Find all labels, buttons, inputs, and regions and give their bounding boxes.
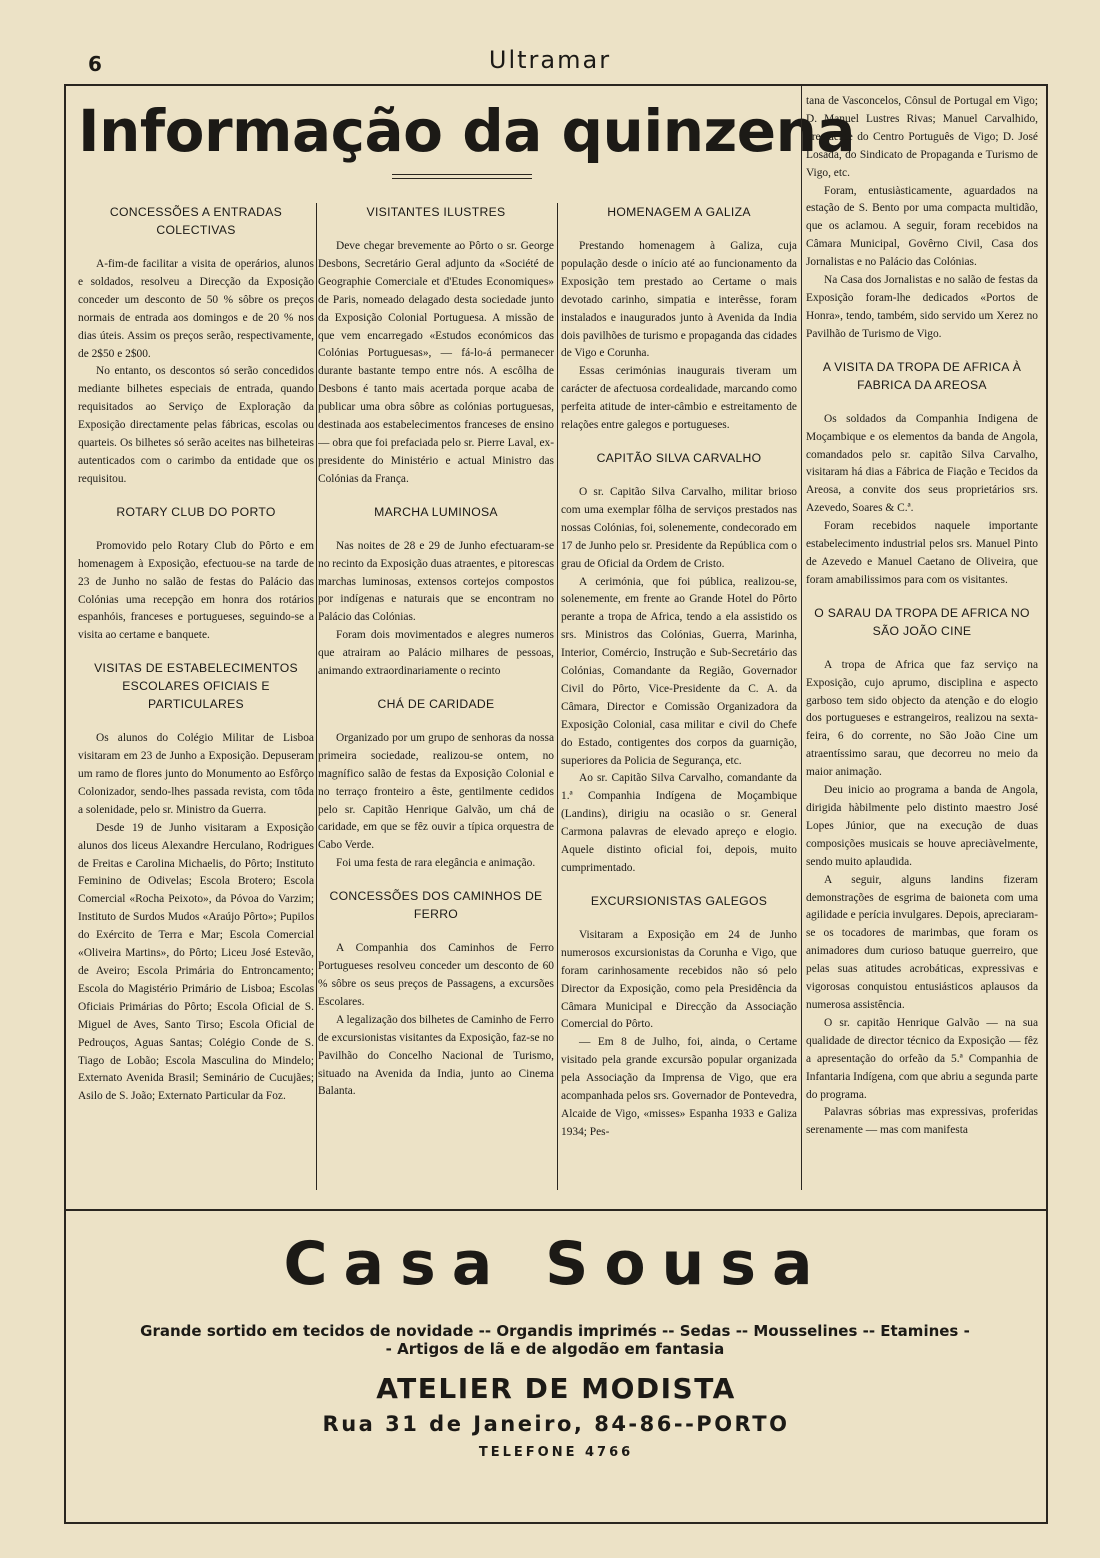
article-paragraph: O sr. Capitão Silva Carvalho, militar brioso com uma exemplar fôlha de serviços prestados nas nossas Colónias, foi, solenemente, condecorado em 17 de Junho pelo sr. Presidente da República com o grau de Oficial da Ordem de Cristo. xyxy=(561,485,797,570)
section-heading: CONCESSÕES A ENTRADAS COLECTIVAS xyxy=(109,205,283,237)
article-paragraph: Foi uma festa de rara elegância e animação. xyxy=(336,857,536,870)
ad-description: Grande sortido em tecidos de novidade -- Organdis imprimés -- Sedas -- Mousselines -- Etamines -- Artigos de lã e de algodão em fantasia xyxy=(140,1322,970,1358)
section-heading: CHÁ DE CARIDADE xyxy=(377,696,495,711)
section-heading: VISITAS DE ESTABELECIMENTOS ESCOLARES OFICIAIS E PARTICULARES xyxy=(94,661,298,712)
section-heading: MARCHA LUMINOSA xyxy=(374,504,498,519)
article-paragraph: Essas cerimónias inaugurais tiveram um carácter de afectuosa cordealidade, marcando como perfeita atitude de inter-câmbio e estreitamento de relações entre galegos e portugueses. xyxy=(561,365,797,432)
article-paragraph: Visitaram a Exposição em 24 de Junho numerosos excursionistas da Corunha e Vigo, que foram carinhosamente recebidos não só pelo Director da Exposição, como pela Presidência da Câmara Municipal e Direcção da Associação Comercial do Pôrto. xyxy=(561,928,797,1031)
advertisement-divider xyxy=(64,1209,1048,1211)
section-heading: ROTARY CLUB DO PORTO xyxy=(116,504,276,519)
article-column-2 xyxy=(318,203,554,1193)
article-paragraph: Deve chegar brevemente ao Pôrto o sr. George Desbons, Secretário Geral adjunto da «Société de Geographie Comerciale et d'Etudes Economiques» de Paris, nomeado delagado desta sociedade junto da Exposição Colonial Portuguesa. A missão de que vem encarregado «Estudos económicos das Colónias Portuguesas», — fá-lo-á permanecer durante bastante tempo entre nós. A escôlha de Desbons é tanto mais acertada porque acaba de publicar uma obra sôbre as colónias portuguesas, destinada aos estabelecimentos franceses de ensino — obra que foi prefaciada pelo sr. Pierre Laval, ex-presidente do Ministério e actual Ministro das Colónias da França. xyxy=(318,240,554,485)
article-paragraph: Desde 19 de Junho visitaram a Exposição alunos dos liceus Alexandre Herculano, Rodrigues de Freitas e Carolina Michaelis, do Pôrto; Instituto Feminino de Odivelas; Escola Brotero; Escola Comercial «Rocha Peixoto», da Póvoa do Varzim; Instituto de Surdos Mudos «Araújo Pôrto»; Pupilos do Exército de Terra e Mar; Escola Comercial «Oliveira Martins», do Pôrto; Liceu José Estevão, de Aveiro; Escola Primária do Entroncamento; Escola do Magistério Primário de Lisboa; Escolas Oficiais Primárias do Pôrto; Escola Oficial de S. Miguel de Aves, Santo Tirso; Escola Oficial de Pedrouços, Aguas Santas; Colégio Conde de S. Tiago de Lobão; Escola Masculina do Mindelo; Externato Avenida Brasil; Seminário de Cucujães; Asilo de S. João; Externato Particular da Foz. xyxy=(78,821,314,1103)
article-paragraph: O sr. capitão Henrique Galvão — na sua qualidade de director técnico da Exposição — fêz a apresentação do orfeão da 5.ª Companhia de Infantaria Indígena, com que abriu a segunda parte do programa. xyxy=(806,1016,1038,1101)
article-paragraph: Foram dois movimentados e alegres numeros que atrairam ao Palácio milhares de pessoas, animando extraordinariamente o recinto xyxy=(318,629,554,678)
page-headline: Informação da quinzena xyxy=(78,97,856,165)
article-paragraph: Palavras sóbrias mas expressivas, proferidas serenamente — mas com manifesta xyxy=(806,1106,1038,1137)
ad-phone: TELEFONE 4766 xyxy=(478,1445,634,1460)
article-paragraph: No entanto, os descontos só serão concedidos mediante bilhetes especiais de entrada, quando requisitados ao Serviço de Exploração da Exposição directamente pelas fábricas, escolas ou quarteis. Os bilhetes só serão aceites nas bilheteiras autenticados com o carimbo da entidade que os requisitou. xyxy=(78,365,314,485)
article-paragraph: Deu inicio ao programa a banda de Angola, dirigida hàbilmente pelo distinto maestro José Lopes Júnior, que na execução de duas composições musicais se houve apreciàvelmente, sendo muito aplaudida. xyxy=(806,784,1038,868)
article-paragraph: A seguir, alguns landins fizeram demonstrações de esgrima de baioneta com uma agilidade e perícia invulgares. Depois, apreciaram-se os tocadores de marimbas, que foram os animadores dum curioso batuque guerreiro, que pelas suas atitudes acrobáticas, expressivas e vigorosas conquistou entusiásticos aplausos da numerosa assistência. xyxy=(806,873,1038,1011)
section-heading: EXCURSIONISTAS GALEGOS xyxy=(590,893,768,908)
page-number: 6 xyxy=(88,52,102,76)
article-paragraph: tana de Vasconcelos, Cônsul de Portugal em Vigo; D. Manuel Lustres Rivas; Manuel Carvalhido, presidente do Centro Português de Vigo; D. José Losada, do Sindicato de Propaganda e Turismo de Vigo, etc. xyxy=(806,95,1038,179)
article-paragraph: — Em 8 de Julho, foi, ainda, o Certame visitado pela grande excursão popular organizada pela Associação da Imprensa de Vigo, que era acompanhada pelos srs. Governador de Pontevedra, Alcaide de Vigo, «misses» Espanha 1933 e Galiza 1934; Pes- xyxy=(561,1036,797,1138)
column-divider xyxy=(557,203,558,1190)
column-divider xyxy=(316,203,317,1190)
article-paragraph: A cerimónia, que foi pública, realizou-se, solenemente, em frente ao Grande Hotel do Pôrto perante a tropa de Africa, tendo a ela assistido os srs. Ministros das Colónias, Guerra, Marinha, Interior, Comércio, Instrução e Sub-Secretário das Colónias, Comandante da Região, Governador Civil do Pôrto, Vice-Presidente da C. A. da Câmara, Director e Comissão Organizadora da Exposição Colonial, casa militar e civil do Chefe do Estado, contigentes dos corpos da guarnição, superiores da Policia de Segurança, etc. xyxy=(561,575,797,767)
article-paragraph: Promovido pelo Rotary Club do Pôrto e em homenagem à Exposição, efectuou-se na tarde de 23 de Junho no salão de festas do Palácio das Colónias uma recepção em honra dos rotários espanhóis, franceses e portugueses, seguindo-se a visita ao certame e banquete. xyxy=(78,539,314,642)
article-paragraph: Na Casa dos Jornalistas e no salão de festas da Exposição foram-lhe dedicados «Portos de Honra», tendo, também, sido servido um Xerez no Pavilhão de Turismo de Vigo. xyxy=(806,274,1038,340)
article-paragraph: A Companhia dos Caminhos de Ferro Portugueses resolveu conceder um desconto de 60 % sôbre os seus preços de Passagens, a excursões Escolares. xyxy=(318,942,554,1008)
article-paragraph: A tropa de Africa que faz serviço na Exposição, cujo aprumo, disciplina e aspecto garboso tem sido objecto da atenção e do elogio dos portugueses e estrangeiros, realizou na sexta-feira, 6 do corrente, no São João Cine um atraentíssimo sarau, que decorreu no meio da maior animação. xyxy=(806,658,1038,779)
section-heading: CONCESSÕES DOS CAMINHOS DE FERRO xyxy=(329,889,543,922)
ad-store-name: Casa Sousa xyxy=(283,1229,829,1299)
article-paragraph: A-fim-de facilitar a visita de operários, alunos e soldados, resolveu a Direcção da Exposição conceder um desconto de 50 % sôbre os preços normais de entrada aos domingos e de 20 % nos dias úteis. Assim os preços serão, respectivamente, de 2$50 e 2$00. xyxy=(78,258,314,360)
section-heading: O SARAU DA TROPA DE AFRICA NO SÃO JOÃO CINE xyxy=(814,605,1030,638)
article-paragraph: Nas noites de 28 e 29 de Junho efectuaram-se no recinto da Exposição duas atraentes, e pitorescas marchas luminosas, extensos cortejos compostos por indígenas e naturais que se encontram no Palácio das Colónias. xyxy=(318,539,554,624)
ad-address: Rua 31 de Janeiro, 84-86--PORTO xyxy=(322,1412,790,1436)
article-paragraph: Prestando homenagem à Galiza, cuja população desde o início até ao funcionamento da Exposição tem prestado ao Certame o mais devotado carinho, simpatia e interêsse, foram instalados e inaugurados junto à Avenida da India dois pavilhões de turismo e propaganda das cidades de Vigo e Corunha. xyxy=(561,240,797,360)
section-heading: A VISITA DA TROPA DE AFRICA À FABRICA DA AREOSA xyxy=(822,359,1022,392)
article-paragraph: Foram, entusiàsticamente, aguardados na estação de S. Bento por uma compacta multidão, que os aclamou. A seguir, foram recebidos na Câmara Municipal, Govêrno Civil, Casa dos Jornalistas e no Palácio das Colónias. xyxy=(806,184,1038,269)
article-column-4 xyxy=(806,93,1038,1193)
section-heading: HOMENAGEM A GALIZA xyxy=(607,205,751,219)
masthead-title: Ultramar xyxy=(488,46,612,74)
article-paragraph: Foram recebidos naquele importante estabelecimento industrial pelos srs. Manuel Pinto de Azevedo e Manuel Caetano de Oliveira, que foram amabilissimos para com os visitantes. xyxy=(806,520,1038,586)
article-paragraph: A legalização dos bilhetes de Caminho de Ferro de excursionistas visitantes da Exposição, faz-se no Pavilhão do Concelho Nacional de Turismo, situado na Avenida da India, junto ao Cinema Balanta. xyxy=(318,1013,554,1098)
section-heading: CAPITÃO SILVA CARVALHO xyxy=(596,450,762,465)
article-column-1 xyxy=(78,203,314,1193)
headline-divider xyxy=(392,174,532,179)
section-heading: VISITANTES ILUSTRES xyxy=(366,205,506,219)
article-paragraph: Organizado por um grupo de senhoras da nossa primeira sociedade, realizou-se ontem, no magnífico salão de festas da Exposição Colonial e no terraço fronteiro a êste, gentilmente cedidos pelo sr. Capitão Henrique Galvão, um chá de caridade, em que se fêz ouvir a típica orquestra de Cabo Verde. xyxy=(318,731,554,852)
column-divider xyxy=(801,86,802,1190)
article-paragraph: Os alunos do Colégio Militar de Lisboa visitaram em 23 de Junho a Exposição. Depuseram um ramo de flores junto do Monumento ao Esfôrço Colonizador, sendo-lhes passada revista, com tôda a solenidade, pelo sr. Ministro da Guerra. xyxy=(78,732,314,816)
article-paragraph: Ao sr. Capitão Silva Carvalho, comandante da 1.ª Companhia Indígena de Moçambique (Landins), dirigiu na ocasião o sr. General Carmona palavras de elevado apreço e elogio. Aquele distinto oficial foi, depois, muito cumprimentado. xyxy=(561,772,797,874)
ad-tagline: ATELIER DE MODISTA xyxy=(376,1372,736,1405)
article-paragraph: Os soldados da Companhia Indigena de Moçambique e os elementos da banda de Angola, comandados pelo sr. capitão Silva Carvalho, visitaram há dias a Fábrica de Fiação e Tecidos da Areosa, a convite dos seus proprietários srs. Azevedo, Soares & C.ª. xyxy=(806,412,1038,515)
article-column-3 xyxy=(561,203,797,1193)
